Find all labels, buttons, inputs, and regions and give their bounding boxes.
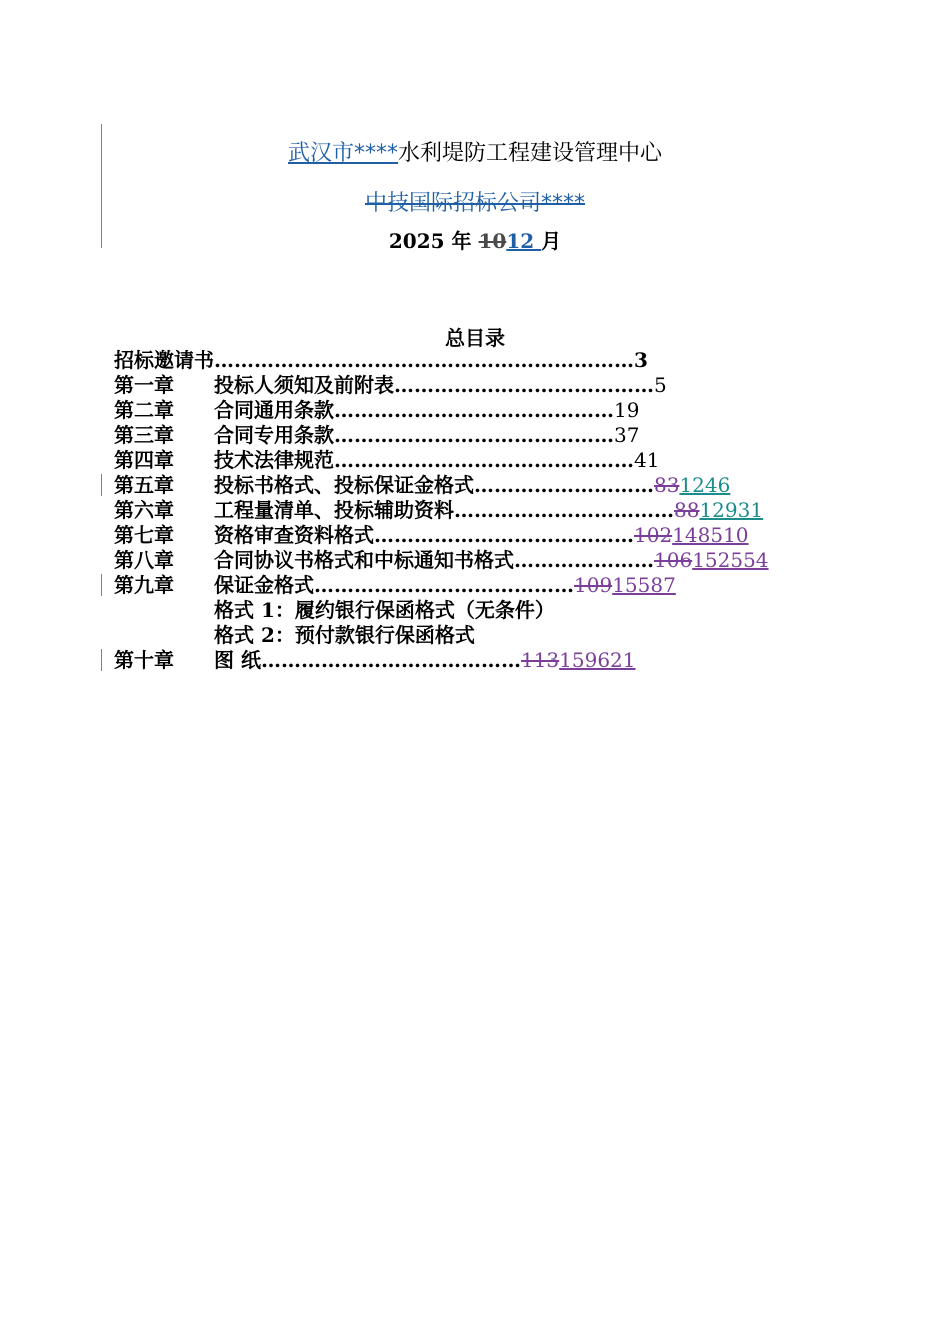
toc-leader-dots: …………………………… <box>454 498 674 522</box>
date-month-inserted: 12 <box>506 229 542 253</box>
toc-leader-dots: ………………………………… <box>394 373 654 397</box>
toc-row-chapter-6[interactable] <box>114 498 763 523</box>
toc-chapter-label: 第五章 <box>114 473 174 497</box>
toc-chapter-label: 第七章 <box>114 523 174 547</box>
margin-change-bar-ch10 <box>101 649 102 671</box>
toc-chapter-label: 第三章 <box>114 423 174 447</box>
toc-row-chapter-2[interactable] <box>114 398 639 423</box>
toc-page-inserted: 159621 <box>559 648 636 672</box>
margin-change-bar-ch9 <box>101 574 102 596</box>
toc-title: 总目录 <box>445 326 505 350</box>
toc-chapter-label: 第十章 <box>114 648 174 672</box>
header-city: 武汉市**** <box>287 141 398 166</box>
toc-page-inserted: 152554 <box>692 548 769 572</box>
toc-entry-title: 招标邀请书 <box>114 348 214 372</box>
toc-row-chapter-8[interactable] <box>114 548 769 573</box>
toc-format-title: 格式 1：履约银行保函格式（无条件） <box>214 598 555 622</box>
toc-page-deleted: 83 <box>654 473 680 497</box>
toc-page-inserted: 148510 <box>672 523 749 547</box>
toc-leader-dots: ………………………………… <box>374 523 634 547</box>
toc-row-chapter-9[interactable] <box>114 573 676 598</box>
toc-entry-title: 合同专用条款 <box>214 423 334 447</box>
toc-row-chapter-4[interactable] <box>114 448 659 473</box>
date-year: 2025 年 <box>388 229 479 253</box>
toc-row-invitation[interactable] <box>114 348 648 373</box>
toc-entry-title: 工程量清单、投标辅助资料 <box>214 498 454 522</box>
margin-change-bar-top <box>101 124 102 248</box>
header-date <box>110 225 840 254</box>
toc-leader-dots: ………………… <box>514 548 654 572</box>
header-agency <box>110 186 840 217</box>
toc-leader-dots: …………………………………… <box>334 398 614 422</box>
toc-chapter-label: 第二章 <box>114 398 174 422</box>
toc-row-chapter-5[interactable] <box>114 473 730 498</box>
toc-chapter-label: 第四章 <box>114 448 174 472</box>
toc-row-format-2[interactable] <box>214 623 475 648</box>
toc-chapter-label: 第一章 <box>114 373 174 397</box>
toc-entry-title: 合同通用条款 <box>214 398 334 422</box>
toc-page-inserted: 12931 <box>699 498 764 522</box>
toc-page-deleted: 102 <box>634 523 673 547</box>
toc-page-number: 37 <box>614 423 640 447</box>
header-organization <box>110 136 840 167</box>
toc-leader-dots: ………………………………… <box>314 573 574 597</box>
toc-chapter-label: 第六章 <box>114 498 174 522</box>
toc-entry-title: 投标人须知及前附表 <box>214 373 394 397</box>
header-org-name: 水利堤防工程建设管理中心 <box>398 141 663 166</box>
date-month-deleted: 10 <box>478 229 507 253</box>
toc-entry-title: 图 纸 <box>214 648 261 672</box>
toc-entry-title: 投标书格式、投标保证金格式 <box>214 473 474 497</box>
toc-row-format-1[interactable] <box>214 598 555 623</box>
toc-format-title: 格式 2：预付款银行保函格式 <box>214 623 475 647</box>
toc-page-number: 19 <box>614 398 640 422</box>
toc-page-number: 41 <box>634 448 660 472</box>
toc-entry-title: 技术法律规范 <box>214 448 334 472</box>
toc-leader-dots: ……………………………………………………… <box>214 348 634 372</box>
toc-leader-dots: ……………………………………… <box>334 448 634 472</box>
date-month-label: 月 <box>541 229 562 253</box>
toc-entry-title: 合同协议书格式和中标通知书格式 <box>214 548 514 572</box>
toc-page-number: 3 <box>634 348 648 372</box>
toc-row-chapter-10[interactable] <box>114 648 636 673</box>
toc-page-deleted: 109 <box>574 573 613 597</box>
toc-leader-dots: ……………………… <box>474 473 654 497</box>
toc-leader-dots: …………………………………… <box>334 423 614 447</box>
toc-page-inserted: 15587 <box>612 573 676 597</box>
toc-page-deleted: 113 <box>520 648 560 672</box>
toc-page-inserted: 1246 <box>679 473 731 497</box>
toc-entry-title: 保证金格式 <box>214 573 314 597</box>
toc-chapter-label: 第九章 <box>114 573 174 597</box>
header-agency-name: 中技国际招标公司**** <box>364 191 585 216</box>
toc-chapter-label: 第八章 <box>114 548 174 572</box>
margin-change-bar-ch5 <box>101 474 102 496</box>
toc-page-number: 5 <box>654 373 667 397</box>
toc-row-chapter-3[interactable] <box>114 423 639 448</box>
toc-page-deleted: 88 <box>674 498 700 522</box>
toc-page-deleted: 106 <box>654 548 693 572</box>
toc-row-chapter-7[interactable] <box>114 523 749 548</box>
toc-leader-dots: ………………………………… <box>260 648 521 672</box>
toc-entry-title: 资格审查资料格式 <box>214 523 374 547</box>
toc-row-chapter-1[interactable] <box>114 373 667 398</box>
